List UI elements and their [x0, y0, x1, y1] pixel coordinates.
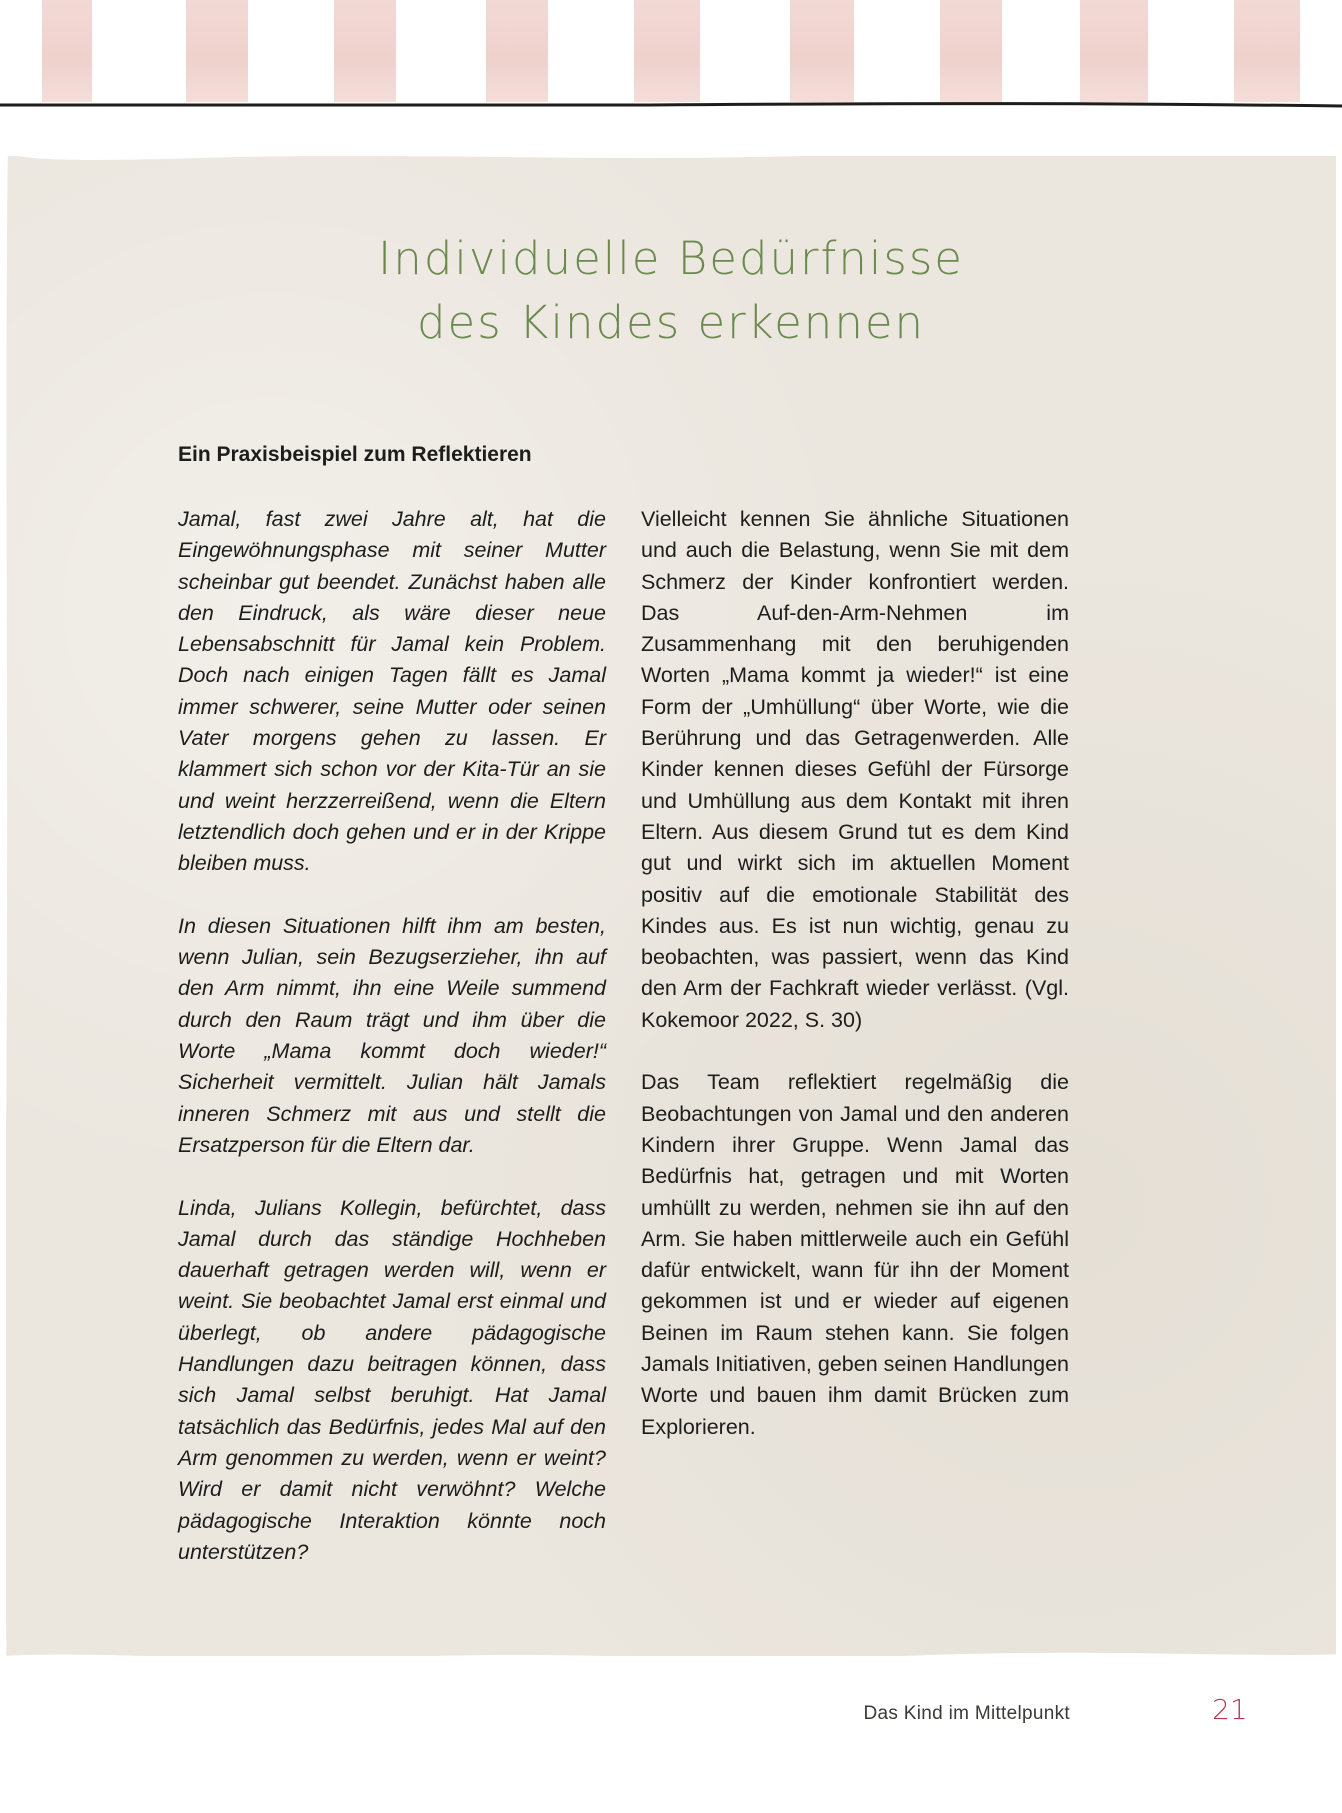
- left-text-column: [178, 504, 606, 1599]
- stripe: [42, 0, 92, 102]
- page-title-line-1: Individuelle Bedürfnisse: [378, 232, 964, 285]
- stripe: [1234, 0, 1300, 102]
- paragraph: Das Team reflektiert regelmäßig die Beobachtungen von Jamal und den anderen Kindern ihrer Gruppe. Wenn Jamal das Bedürfnis hat, getragen und mit Worten umhüllt zu werden, nehmen sie ihn auf den Arm. Sie haben mittlerweile auch ein Gefühl dafür entwickelt, wann für ihn der Moment gekommen ist und er wieder auf eigenen Beinen im Raum stehen kann. Sie folgen Jamals Initiativen, geben seinen Handlungen Worte und bauen ihm damit Brücken zum Explorieren.: [641, 1070, 1069, 1439]
- stripe: [186, 0, 248, 102]
- paragraph: In diesen Situationen hilft ihm am besten, wenn Julian, sein Bezugserzieher, ihn auf den Arm nimmt, ihn eine Weile summend durch den Raum trägt und ihm über die Worte „Mama kommt doch wieder!“ Sicherheit vermittelt. Julian hält Jamals inneren Schmerz mit aus und stellt die Ersatzperson für die Eltern dar.: [178, 913, 606, 1157]
- stripe: [940, 0, 1002, 102]
- page-number: 21: [1212, 1693, 1248, 1726]
- stripe: [634, 0, 700, 102]
- decorative-stripes: [0, 0, 1342, 104]
- stripe: [790, 0, 854, 102]
- paragraph: Linda, Julians Kollegin, befürchtet, dass Jamal durch das ständige Hochheben dauerhaft getragen werden will, wenn er weint. Sie beobachtet Jamal erst einmal und überlegt, ob andere pädagogische Handlungen dazu beitragen können, dass sich Jamal selbst beruhigt. Hat Jamal tatsächlich das Bedürfnis, jedes Mal auf den Arm genommen zu werden, wenn er weint? Wird er damit nicht verwöhnt? Welche pädagogische Interaktion könnte noch unterstützen?: [178, 1195, 606, 1564]
- stripe: [334, 0, 396, 102]
- paragraph: Vielleicht kennen Sie ähnliche Situationen und auch die Belastung, wenn Sie mit dem Schmerz der Kinder konfrontiert werden. Das Auf-den-Arm-Nehmen im Zusammenhang mit den beruhigenden Worten „Mama kommt ja wieder!“ ist eine Form der „Umhüllung“ über Worte, wie die Berührung und das Getragenwerden. Alle Kinder kennen dieses Gefühl der Fürsorge und Umhüllung aus dem Kontakt mit ihren Eltern. Aus diesem Grund tut es dem Kind gut und wirkt sich im aktuellen Moment positiv auf die emotionale Stabilität des Kindes aus. Es ist nun wichtig, genau zu beobachten, was passiert, wenn das Kind den Arm der Fachkraft wieder verlässt. (Vgl. Kokemoor 2022, S. 30): [641, 507, 1069, 1032]
- stripe: [486, 0, 548, 102]
- section-subheading: Ein Praxisbeispiel zum Reflektieren: [178, 443, 532, 466]
- right-text-column: [641, 504, 1069, 1474]
- page-title-line-2: des Kindes erkennen: [416, 296, 926, 349]
- paragraph: Jamal, fast zwei Jahre alt, hat die Eingewöhnungsphase mit seiner Mutter scheinbar gut beendet. Zunächst haben alle den Eindruck, als wäre dieser neue Lebensabschnitt für Jamal kein Problem. Doch nach einigen Tagen fällt es Jamal immer schwerer, seine Mutter oder seinen Vater morgens gehen zu lassen. Er klammert sich schon vor der Kita-Tür an sie und weint herzzerreißend, wenn die Eltern letztendlich doch gehen und er in der Krippe bleiben muss.: [178, 507, 606, 876]
- header-divider-line: [0, 98, 1342, 112]
- stripe: [1080, 0, 1148, 102]
- running-footer-title: Das Kind im Mittelpunkt: [863, 1703, 1070, 1724]
